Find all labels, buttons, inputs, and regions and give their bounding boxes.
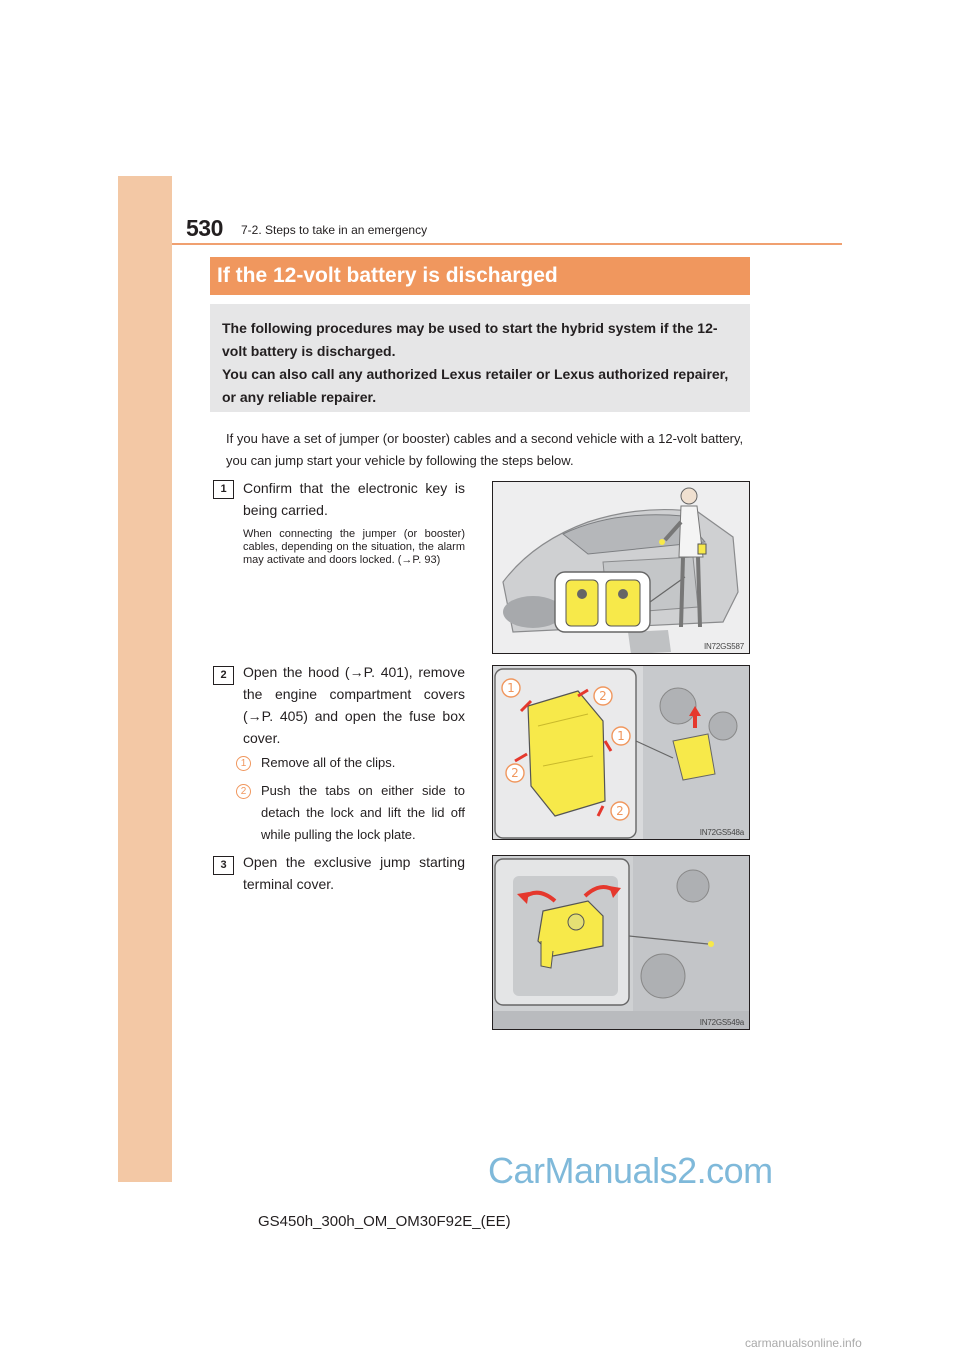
page-number: 530 (186, 215, 223, 241)
substep-2-icon: 2 (236, 784, 251, 799)
car-and-key-illustration (493, 482, 750, 654)
watermark-url: carmanualsonline.info (745, 1336, 862, 1350)
lead-paragraph: If you have a set of jumper (or booster) cables and a second vehicle with a 12-volt battery, you can jump start your vehicle by following the steps below. (226, 431, 744, 468)
step-2-text: Open the hood (→P. 401), remove the engine compartment covers (→P. 405) and open the fuse box cover. (243, 664, 465, 746)
intro-line-2: You can also call any authorized Lexus retailer or Lexus authorized repairer, or any reliable repairer. (222, 366, 729, 405)
step-1-text: Confirm that the electronic key is being carried. (243, 480, 465, 518)
figure-code: IN72GS548a (699, 828, 744, 837)
callout-2b: 2 (511, 766, 519, 780)
section-title: If the 12-volt battery is discharged (210, 257, 750, 295)
step-3-text: Open the exclusive jump starting terminal cover. (243, 854, 465, 892)
callout-2c: 2 (616, 804, 624, 818)
figure-key-holder (492, 481, 750, 654)
step-1-note: When connecting the jumper (or booster) cables, depending on the situation, the alarm may activate and doors locked. (→P. 93) (243, 528, 465, 566)
figure-code: IN72GS549a (699, 1018, 744, 1027)
substep-1-icon: 1 (236, 756, 251, 771)
substep-1-text: Remove all of the clips. (261, 755, 396, 770)
step-number-3: 3 (213, 856, 234, 875)
figure-terminal-cover (492, 855, 750, 1030)
intro-line-1: The following procedures may be used to start the hybrid system if the 12-volt battery is discharged. (222, 320, 718, 359)
header-rule (172, 243, 842, 245)
page-margin-tab (118, 176, 172, 1182)
step-number-2: 2 (213, 666, 234, 685)
document-code: GS450h_300h_OM_OM30F92E_(EE) (258, 1213, 511, 1230)
figure-fuse-box (492, 665, 750, 840)
intro-box (210, 304, 750, 412)
fuse-box-illustration (493, 666, 750, 840)
step-number-1: 1 (213, 480, 234, 499)
substep-2-text: Push the tabs on either side to detach the lock and lift the lid off while pulling the lock plate. (261, 783, 465, 842)
callout-1b: 1 (617, 729, 625, 743)
section-label: 7-2. Steps to take in an emergency (241, 223, 428, 237)
figure-code: IN72GS587 (703, 642, 744, 651)
callout-1a: 1 (507, 681, 515, 695)
callout-2a: 2 (599, 689, 607, 703)
terminal-cover-illustration (493, 856, 750, 1030)
watermark-logo: CarManuals2.com (488, 1150, 773, 1191)
